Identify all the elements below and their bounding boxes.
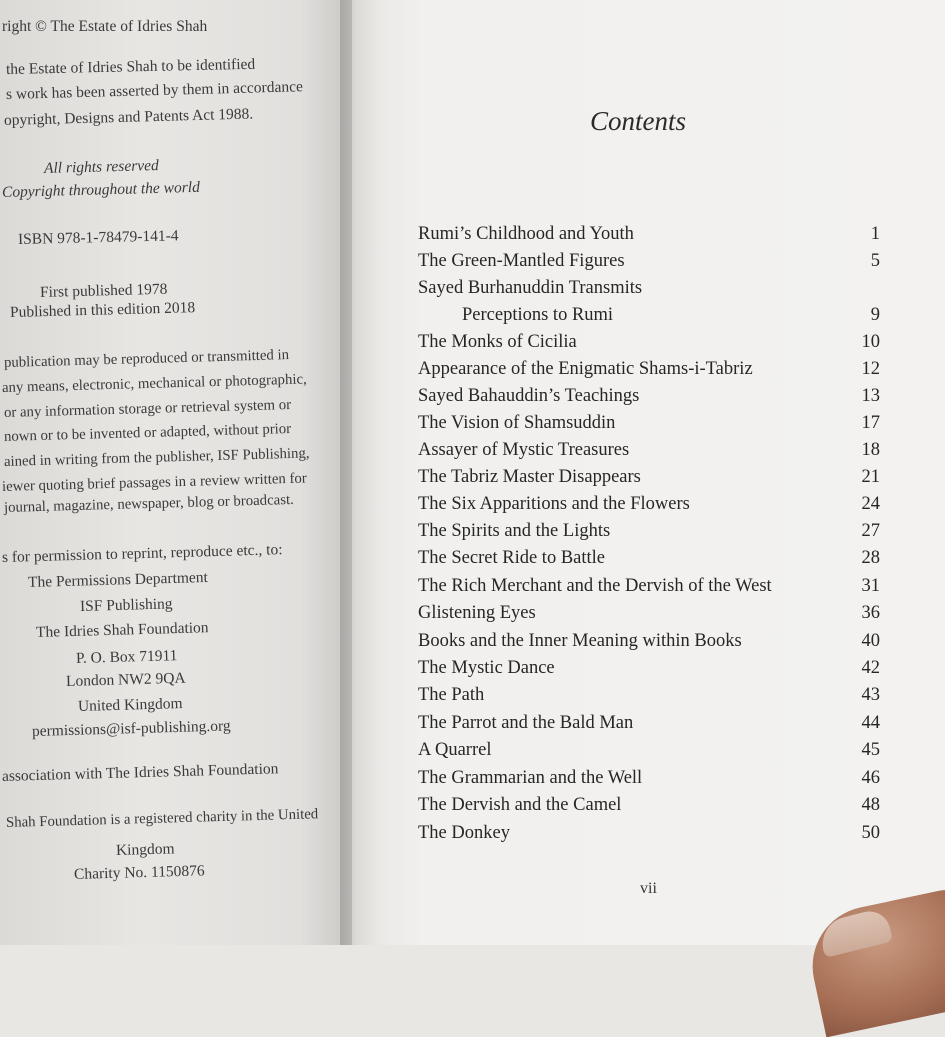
toc-entry <box>418 768 880 795</box>
toc-entry-page: 28 <box>861 548 880 568</box>
toc-entry-page: 44 <box>861 713 880 733</box>
permissions-request-line: s for permission to reprint, reproduce etc., to: <box>1 541 283 566</box>
toc-entry-page: 17 <box>861 413 880 433</box>
toc-entry-title: The Donkey <box>418 823 510 843</box>
toc-entry-page: 36 <box>861 603 880 623</box>
toc-entry <box>418 413 880 440</box>
moral-rights-line: s work has been asserted by them in accordance <box>5 78 304 103</box>
toc-entry-title: The Parrot and the Bald Man <box>418 713 634 733</box>
toc-entry <box>418 440 880 467</box>
publication-line: First published 1978 <box>39 280 168 301</box>
charity-number-line: Charity No. 1150876 <box>73 862 205 883</box>
publication-line: Published in this edition 2018 <box>9 299 196 321</box>
reproduction-notice-line: publication may be reproduced or transmitted in <box>3 347 290 371</box>
toc-entry-title: Assayer of Mystic Treasures <box>418 440 630 460</box>
copyright-line: right © The Estate of Idries Shah <box>2 18 208 35</box>
toc-entry-title: The Rich Merchant and the Dervish of the West <box>418 576 772 596</box>
toc-entry <box>418 795 880 822</box>
address-line: P. O. Box 71911 <box>75 647 178 667</box>
toc-entry-title: Glistening Eyes <box>418 603 536 623</box>
reproduction-notice-line: or any information storage or retrieval system or <box>3 396 292 421</box>
toc-entry-page: 43 <box>861 685 880 705</box>
toc-entry <box>418 603 880 630</box>
toc-entry-title: A Quarrel <box>418 740 492 760</box>
toc-entry-title: The Vision of Shamsuddin <box>418 413 616 433</box>
toc-entry-page: 40 <box>861 631 880 651</box>
toc-entry <box>418 224 880 251</box>
rights-reserved-line: All rights reserved <box>43 156 159 177</box>
address-line: United Kingdom <box>77 695 183 715</box>
address-line: The Permissions Department <box>27 568 209 591</box>
association-line: association with The Idries Shah Foundation <box>1 760 279 785</box>
toc-entry <box>418 305 880 332</box>
toc-entry-title: Perceptions to Rumi <box>462 305 614 325</box>
moral-rights-line: opyright, Designs and Patents Act 1988. <box>3 105 254 129</box>
toc-entry <box>418 521 880 548</box>
toc-entry-title: Sayed Burhanuddin Transmits <box>418 278 643 298</box>
toc-entry-page: 9 <box>870 305 880 325</box>
toc-entry-title: The Dervish and the Camel <box>418 795 622 815</box>
toc-entry <box>418 494 880 521</box>
address-line: London NW2 9QA <box>65 669 186 690</box>
toc-entry-title: The Tabriz Master Disappears <box>418 467 641 487</box>
toc-entry-page: 50 <box>861 823 880 843</box>
charity-line: Kingdom <box>115 840 175 859</box>
toc-entry-title: Rumi’s Childhood and Youth <box>418 224 634 244</box>
toc-entry-title: The Monks of Cicilia <box>418 332 577 352</box>
toc-entry <box>418 278 880 305</box>
toc-entry-page: 13 <box>861 386 880 406</box>
toc-entry-title: The Secret Ride to Battle <box>418 548 605 568</box>
toc-entry-title: Sayed Bahauddin’s Teachings <box>418 386 640 406</box>
isbn-line: ISBN 978-1-78479-141-4 <box>17 227 179 248</box>
toc-entry-page: 46 <box>861 768 880 788</box>
rights-reserved-line: Copyright throughout the world <box>1 178 201 201</box>
address-line: ISF Publishing <box>79 595 173 615</box>
toc-entry-title: Books and the Inner Meaning within Books <box>418 631 742 651</box>
toc-entry-page: 45 <box>861 740 880 760</box>
toc-entry-title: The Mystic Dance <box>418 658 555 678</box>
toc-entry-title: The Six Apparitions and the Flowers <box>418 494 690 514</box>
reproduction-notice-line: journal, magazine, newspaper, blog or broadcast. <box>3 491 295 516</box>
contents-heading: Contents <box>590 106 687 136</box>
toc-entry-page: 5 <box>870 251 880 271</box>
toc-entry <box>418 467 880 494</box>
toc-entry-page: 42 <box>861 658 880 678</box>
toc-entry <box>418 386 880 413</box>
reproduction-notice-line: nown or to be invented or adapted, without prior <box>3 420 292 445</box>
toc-entry <box>418 332 880 359</box>
toc-entry <box>418 740 880 767</box>
book-gutter-shadow <box>340 0 380 945</box>
reproduction-notice-line: iewer quoting brief passages in a review written for <box>1 470 307 495</box>
toc-entry <box>418 631 880 658</box>
contents-page <box>352 0 945 945</box>
toc-entry <box>418 685 880 712</box>
address-line: The Idries Shah Foundation <box>35 619 209 641</box>
toc-entry <box>418 548 880 575</box>
toc-entry-page: 48 <box>861 795 880 815</box>
toc-entry <box>418 359 880 386</box>
copyright-page <box>0 0 352 945</box>
toc-entry-page: 18 <box>861 440 880 460</box>
toc-entry <box>418 713 880 740</box>
reproduction-notice-line: ained in writing from the publisher, ISF Publishing, <box>3 445 310 470</box>
toc-entry-page: 21 <box>861 467 880 487</box>
toc-entry-title: Appearance of the Enigmatic Shams-i-Tabriz <box>418 359 753 379</box>
email-line: permissions@isf-publishing.org <box>31 717 231 740</box>
toc-entry-title: The Green-Mantled Figures <box>418 251 625 271</box>
charity-line: Shah Foundation is a registered charity in the United <box>5 806 319 831</box>
moral-rights-line: the Estate of Idries Shah to be identified <box>5 55 256 78</box>
toc-entry-page: 12 <box>861 359 880 379</box>
toc-entry-page: 27 <box>861 521 880 541</box>
toc-entry-title: The Spirits and the Lights <box>418 521 611 541</box>
toc-entry <box>418 251 880 278</box>
toc-entry-page: 31 <box>861 576 880 596</box>
toc-entry-page: 10 <box>861 332 880 352</box>
toc-entry-page: 1 <box>870 224 880 244</box>
page-number: vii <box>640 880 657 897</box>
toc-entry-page: 24 <box>861 494 880 514</box>
toc-entry-title: The Path <box>418 685 485 705</box>
reproduction-notice-line: any means, electronic, mechanical or photographic, <box>1 371 307 396</box>
toc-entry <box>418 658 880 685</box>
toc-entry <box>418 823 880 850</box>
toc-entry-title: The Grammarian and the Well <box>418 768 643 788</box>
toc-entry <box>418 576 880 603</box>
